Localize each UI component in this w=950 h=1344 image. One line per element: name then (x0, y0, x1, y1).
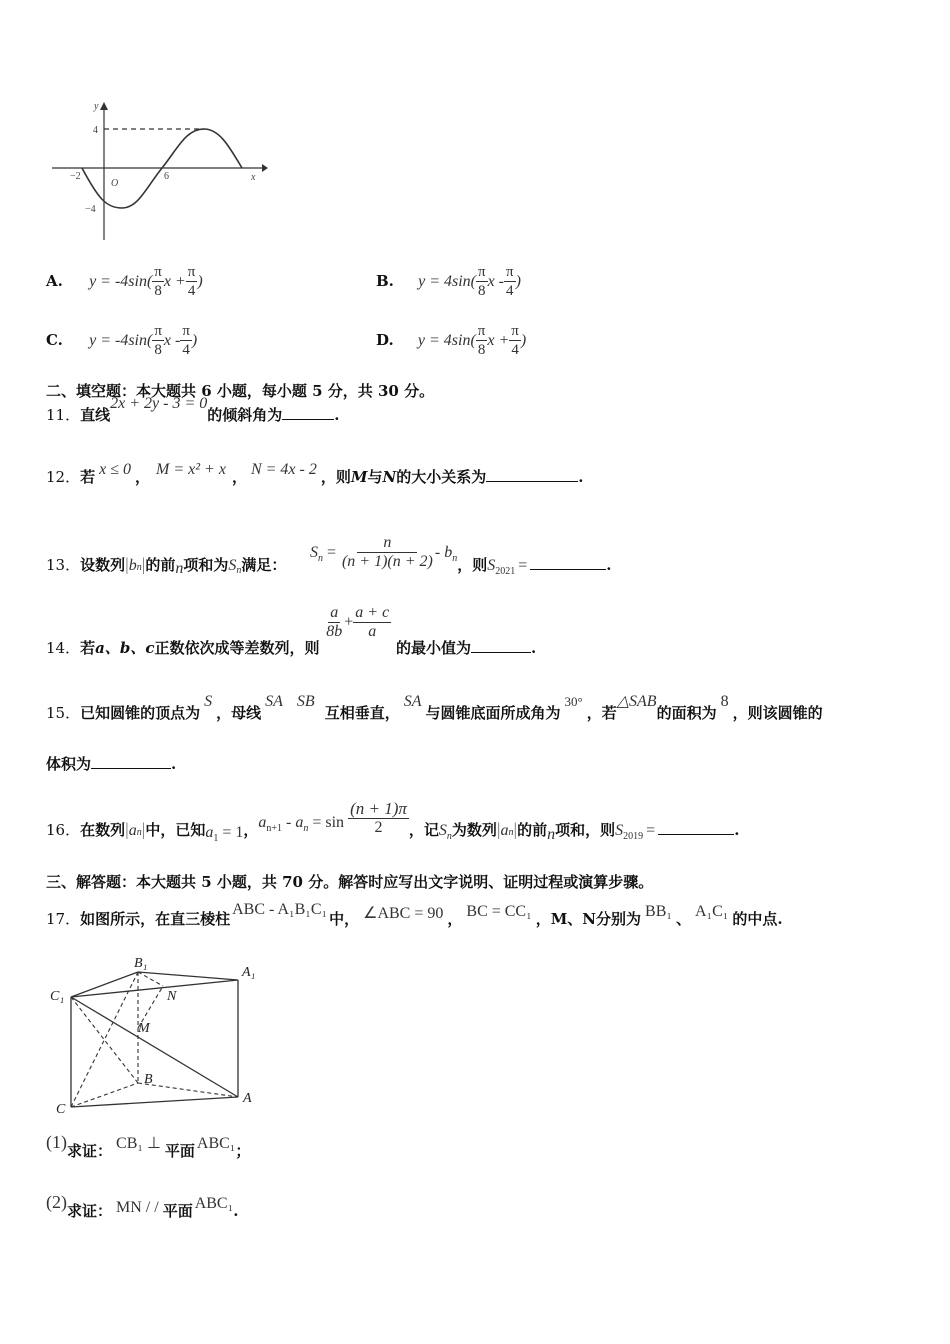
question-number: 15． (46, 704, 81, 722)
choice-b (376, 263, 521, 300)
choice-end: ) (197, 273, 203, 290)
fraction: $\frac{a + c}{a}$ (355, 604, 390, 640)
section-2-header: 二、填空题：本大题共 6 小题，每小题 5 分，共 30 分。 (46, 382, 435, 400)
label-b: B (144, 1072, 153, 1087)
fraction: $\frac{(n + 1)\pi}{2}$ (350, 799, 407, 836)
choice-letter: C. (46, 331, 63, 349)
origin-label: O (111, 178, 119, 189)
question-11: 11．直线2x + 2y - 3 = 0的倾斜角为 . (46, 395, 340, 424)
y-label: y (94, 101, 99, 112)
fraction: $\frac{\pi}{4}$ (511, 323, 519, 358)
label-a1: A₁ (242, 965, 256, 980)
answer-blank (658, 820, 734, 835)
question-number: 12． (46, 468, 81, 486)
question-14: 14．若a、b、c正数依次成等差数列，则 $\frac{a}{8b}$ + $\frac{a + c}{a}$ 的最小值为 . (46, 604, 537, 657)
question-number: 11． (46, 406, 81, 424)
fraction: $\frac{a}{8b}$ (326, 604, 343, 640)
sine-graph (48, 98, 270, 246)
edge-b-a (138, 1083, 238, 1097)
fraction: $\frac{\pi}{8}$ (477, 323, 486, 358)
choice-letter: B. (376, 272, 394, 290)
question-15: 15．已知圆锥的顶点为S，母线SA SB互相垂直，SA与圆锥底面所成角为30°，若△SAB的面积为8，则该圆锥的 (46, 693, 823, 722)
fraction: $\frac{\pi}{8}$ (478, 264, 486, 299)
prism-diagram (46, 950, 276, 1122)
question-number: 16． (46, 820, 81, 839)
label-c1: C₁ (50, 989, 65, 1004)
label-c: C (56, 1102, 66, 1117)
question-13: 13．设数列|bn|的前n项和为$S_n$满足： $S_n$ = $\frac{n}{(n + 1)(n + 2)}$ - $b_n$，则$S_{2021}$ = . (46, 534, 612, 577)
part-1: (1)求证： CB₁ ⊥ 平面 ABC₁； (46, 1132, 251, 1160)
edge-c-b1 (71, 972, 138, 1107)
label-b1: B₁ (134, 956, 148, 971)
part-2: (2)求证： MN / / 平面 ABC₁. (46, 1192, 239, 1220)
choice-end: ) (515, 273, 521, 290)
answer-blank (91, 754, 171, 769)
fraction: $\frac{\pi}{8}$ (154, 323, 162, 358)
tick-y-bottom: −4 (85, 204, 96, 215)
choice-lhs: y = 4sin( (418, 273, 476, 290)
tick-x-left: −2 (70, 171, 81, 182)
edge-c1-a (71, 997, 238, 1097)
section-3-header: 三、解答题：本大题共 5 小题，共 70 分。解答时应写出文字说明、证明过程或演算步骤。 (46, 873, 654, 891)
fraction: $\frac{\pi}{4}$ (506, 264, 514, 299)
label-a: A (243, 1091, 252, 1106)
choice-mid: x + (487, 332, 510, 349)
answer-blank (530, 555, 606, 570)
answer-blank (486, 467, 578, 482)
line-equation: 2x + 2y - 3 = 0 (110, 395, 208, 412)
fraction: $\frac{\pi}{8}$ (154, 264, 162, 299)
choice-d (376, 322, 526, 359)
label-n: N (167, 989, 177, 1004)
tick-y-top: 4 (93, 125, 98, 136)
edge-c1-a1 (71, 980, 238, 997)
choice-mid: x - (487, 273, 505, 290)
label-m: M (138, 1021, 150, 1036)
fraction: $\frac{\pi}{4}$ (187, 264, 196, 299)
answer-blank (282, 405, 334, 420)
fraction: $\frac{n}{(n + 1)(n + 2)}$ (341, 534, 433, 570)
choice-lhs: y = 4sin( (417, 332, 476, 349)
y-axis-arrow (100, 102, 108, 110)
part-tag: (1) (46, 1132, 67, 1152)
choice-lhs: y = -4sin( (89, 273, 153, 290)
edge-c1-b (71, 997, 138, 1083)
choice-mid: x - (163, 332, 181, 349)
choice-letter: A. (46, 272, 63, 290)
tick-x-right: 6 (164, 171, 169, 182)
choice-end: ) (191, 332, 198, 349)
question-number: 17． (46, 910, 81, 928)
answer-blank (471, 638, 531, 653)
choice-letter: D. (376, 331, 394, 349)
choice-end: ) (520, 332, 527, 349)
edge-b1-a1 (138, 972, 238, 980)
question-17: 17．如图所示，在直三棱柱ABC - A₁B₁C₁中， ∠ABC = 90 ， BC = CC₁ ，M、N分别为 BB₁ 、 A₁C₁ 的中点. (46, 901, 783, 928)
x-label: x (251, 172, 256, 183)
part-tag: (2) (46, 1192, 67, 1212)
choice-c (46, 322, 197, 359)
choice-lhs: y = -4sin( (89, 332, 153, 349)
x-axis-arrow (262, 164, 268, 172)
fraction: $\frac{\pi}{4}$ (182, 323, 190, 358)
question-15-line2: 体积为 . (46, 755, 177, 773)
choice-mid: x + (163, 273, 186, 290)
question-16: 16．在数列|an|中，已知$a_1 = 1$，$a_{n+1} - a_n = \sin$ $\frac{(n + 1)\pi}{2}$ ，记$S_n$为数列|an|的前n项和，则$S_{2019}$ = . (46, 799, 740, 844)
question-number: 13． (46, 555, 81, 574)
question-12: 12．若 x ≤ 0 ， M = x² + x ， N = 4x - 2 ，则M与N的大小关系为 . (46, 461, 584, 486)
question-number: 14． (46, 638, 81, 657)
choice-a (46, 263, 203, 300)
edge-c-a (71, 1097, 238, 1107)
